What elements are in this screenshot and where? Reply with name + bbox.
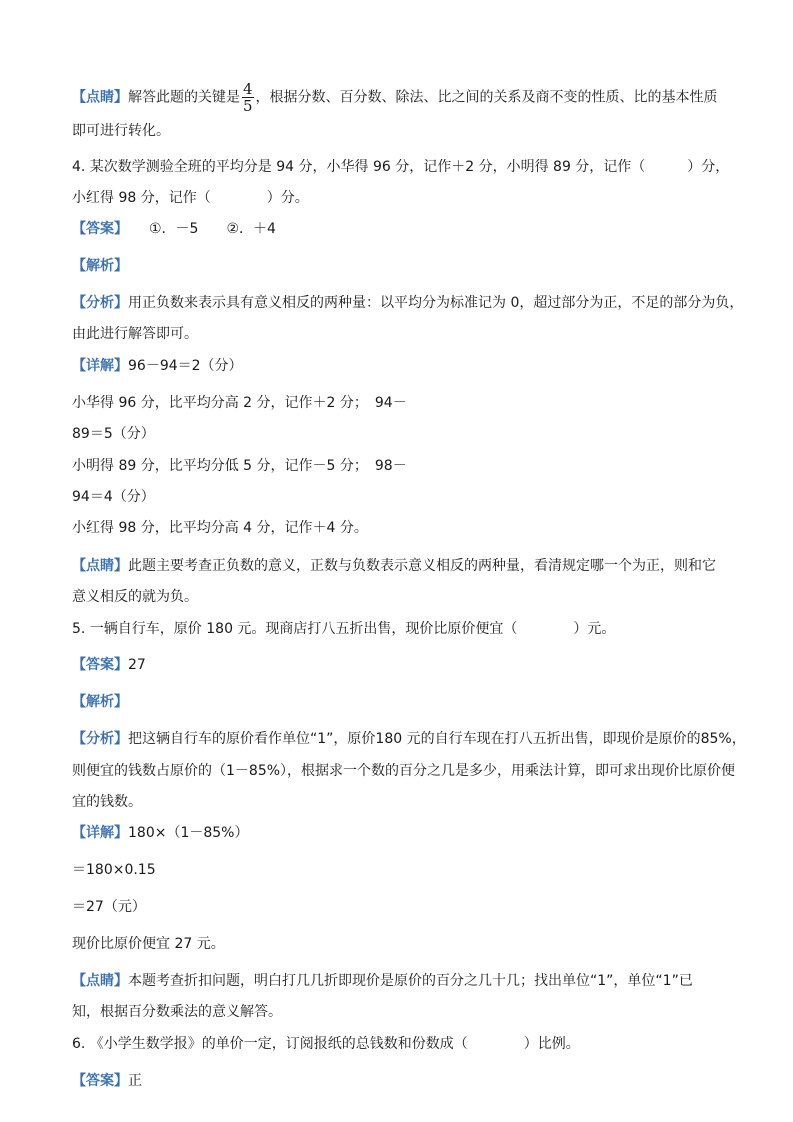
jiexi-tag: 【解析】	[72, 694, 128, 710]
q5-xiangjie-text: 180×（1－85%）	[128, 825, 249, 841]
q5-xiangjie-line2: ＝180×0.15	[72, 862, 156, 878]
q5-jiexi	[72, 692, 128, 712]
q4-answer-text: ①．－5 ②．＋4	[121, 221, 276, 237]
q5-dianjing-line1	[72, 971, 693, 991]
q4-xiangjie-line2: 小华得 96 分，比平均分高 2 分，记作＋2 分； 94－	[72, 395, 407, 411]
q5-xiangjie-line4: 现价比原价便宜 27 元。	[72, 936, 225, 952]
q4-xiangjie-line1	[72, 356, 243, 376]
fraction-denominator: 5	[243, 97, 253, 115]
q5-question: 5. 一辆自行车，原价 180 元。现商店打八五折出售，现价比原价便宜（ ）元。	[72, 621, 616, 637]
q5-xiangjie-line3: ＝27（元）	[72, 899, 146, 915]
q4-dianjing-line1	[72, 556, 716, 576]
q3-dianjing-post: ，根据分数、百分数、除法、比之间的关系及商不变的性质、比的基本性质	[255, 89, 718, 106]
xiangjie-tag: 【详解】	[72, 825, 128, 841]
q5-xiangjie-line1	[72, 823, 248, 843]
dianjing-tag: 【点睛】	[72, 973, 128, 989]
q6-question: 6. 《小学生数学报》的单价一定，订阅报纸的总钱数和份数成（ ）比例。	[72, 1036, 580, 1052]
q4-answer	[72, 219, 276, 239]
q4-xiangjie-line6: 小红得 98 分，比平均分高 4 分，记作＋4 分。	[72, 520, 368, 536]
q5-answer	[72, 655, 146, 675]
q5-dianjing-line2: 知，根据百分数乘法的意义解答。	[72, 1004, 282, 1020]
q4-jiexi	[72, 256, 128, 276]
answer-tag: 【答案】	[72, 221, 121, 237]
dianjing-tag: 【点睛】	[72, 89, 128, 106]
answer-tag: 【答案】	[72, 1073, 128, 1089]
fenxi-tag: 【分析】	[72, 731, 128, 747]
q4-dianjing-text: 此题主要考查正负数的意义，正数与负数表示意义相反的两种量，看清规定哪一个为正，则和它	[128, 558, 716, 574]
q4-fenxi-line1	[72, 293, 743, 313]
fenxi-tag: 【分析】	[72, 295, 128, 311]
q5-fenxi-line2: 则便宜的钱数占原价的（1－85%），根据求一个数的百分之几是多少，用乘法计算，即可求出现价比原价便	[72, 763, 736, 779]
q4-dianjing-line2: 意义相反的就为负。	[72, 589, 198, 605]
q4-fenxi-text: 用正负数来表示具有意义相反的两种量：以平均分为标准记为 0，超过部分为正，不足的部分为负，	[128, 295, 744, 311]
q4-question-line2: 小红得 98 分，记作（ ）分。	[72, 190, 309, 206]
q3-dianjing-line2: 即可进行转化。	[72, 123, 170, 139]
q5-fenxi-line3: 宜的钱数。	[72, 794, 142, 810]
q3-dianjing-pre: 解答此题的关键是	[128, 89, 240, 106]
q4-question-line1: 4. 某次数学测验全班的平均分是 94 分，小华得 96 分，记作＋2 分，小明得 89 分，记作（ ）分，	[72, 159, 730, 175]
answer-tag: 【答案】	[72, 657, 128, 673]
q5-fenxi-line1	[72, 729, 746, 749]
q5-fenxi-text: 把这辆自行车的原价看作单位“1”，原价180 元的自行车现在打八五折出售，即现价是原价的85%，	[128, 731, 746, 747]
dianjing-tag: 【点睛】	[72, 558, 128, 574]
q6-answer	[72, 1071, 142, 1091]
jiexi-tag: 【解析】	[72, 258, 128, 274]
xiangjie-tag: 【详解】	[72, 358, 128, 374]
fraction-numerator: 4	[243, 80, 253, 98]
q5-answer-text: 27	[128, 657, 146, 673]
q4-xiangjie-text: 96－94＝2（分）	[128, 358, 243, 374]
q6-answer-text: 正	[128, 1073, 142, 1089]
q4-xiangjie-line4: 小明得 89 分，比平均分低 5 分，记作－5 分； 98－	[72, 458, 407, 474]
fraction-four-fifths	[242, 81, 254, 114]
q4-xiangjie-line5: 94＝4（分）	[72, 489, 155, 505]
q4-fenxi-line2: 由此进行解答即可。	[72, 326, 198, 342]
q5-dianjing-text: 本题考查折扣问题，明白打几几折即现价是原价的百分之几十几；找出单位“1”，单位“1”已	[128, 973, 693, 989]
q4-xiangjie-line3: 89＝5（分）	[72, 426, 155, 442]
q3-dianjing-line1	[72, 81, 718, 114]
